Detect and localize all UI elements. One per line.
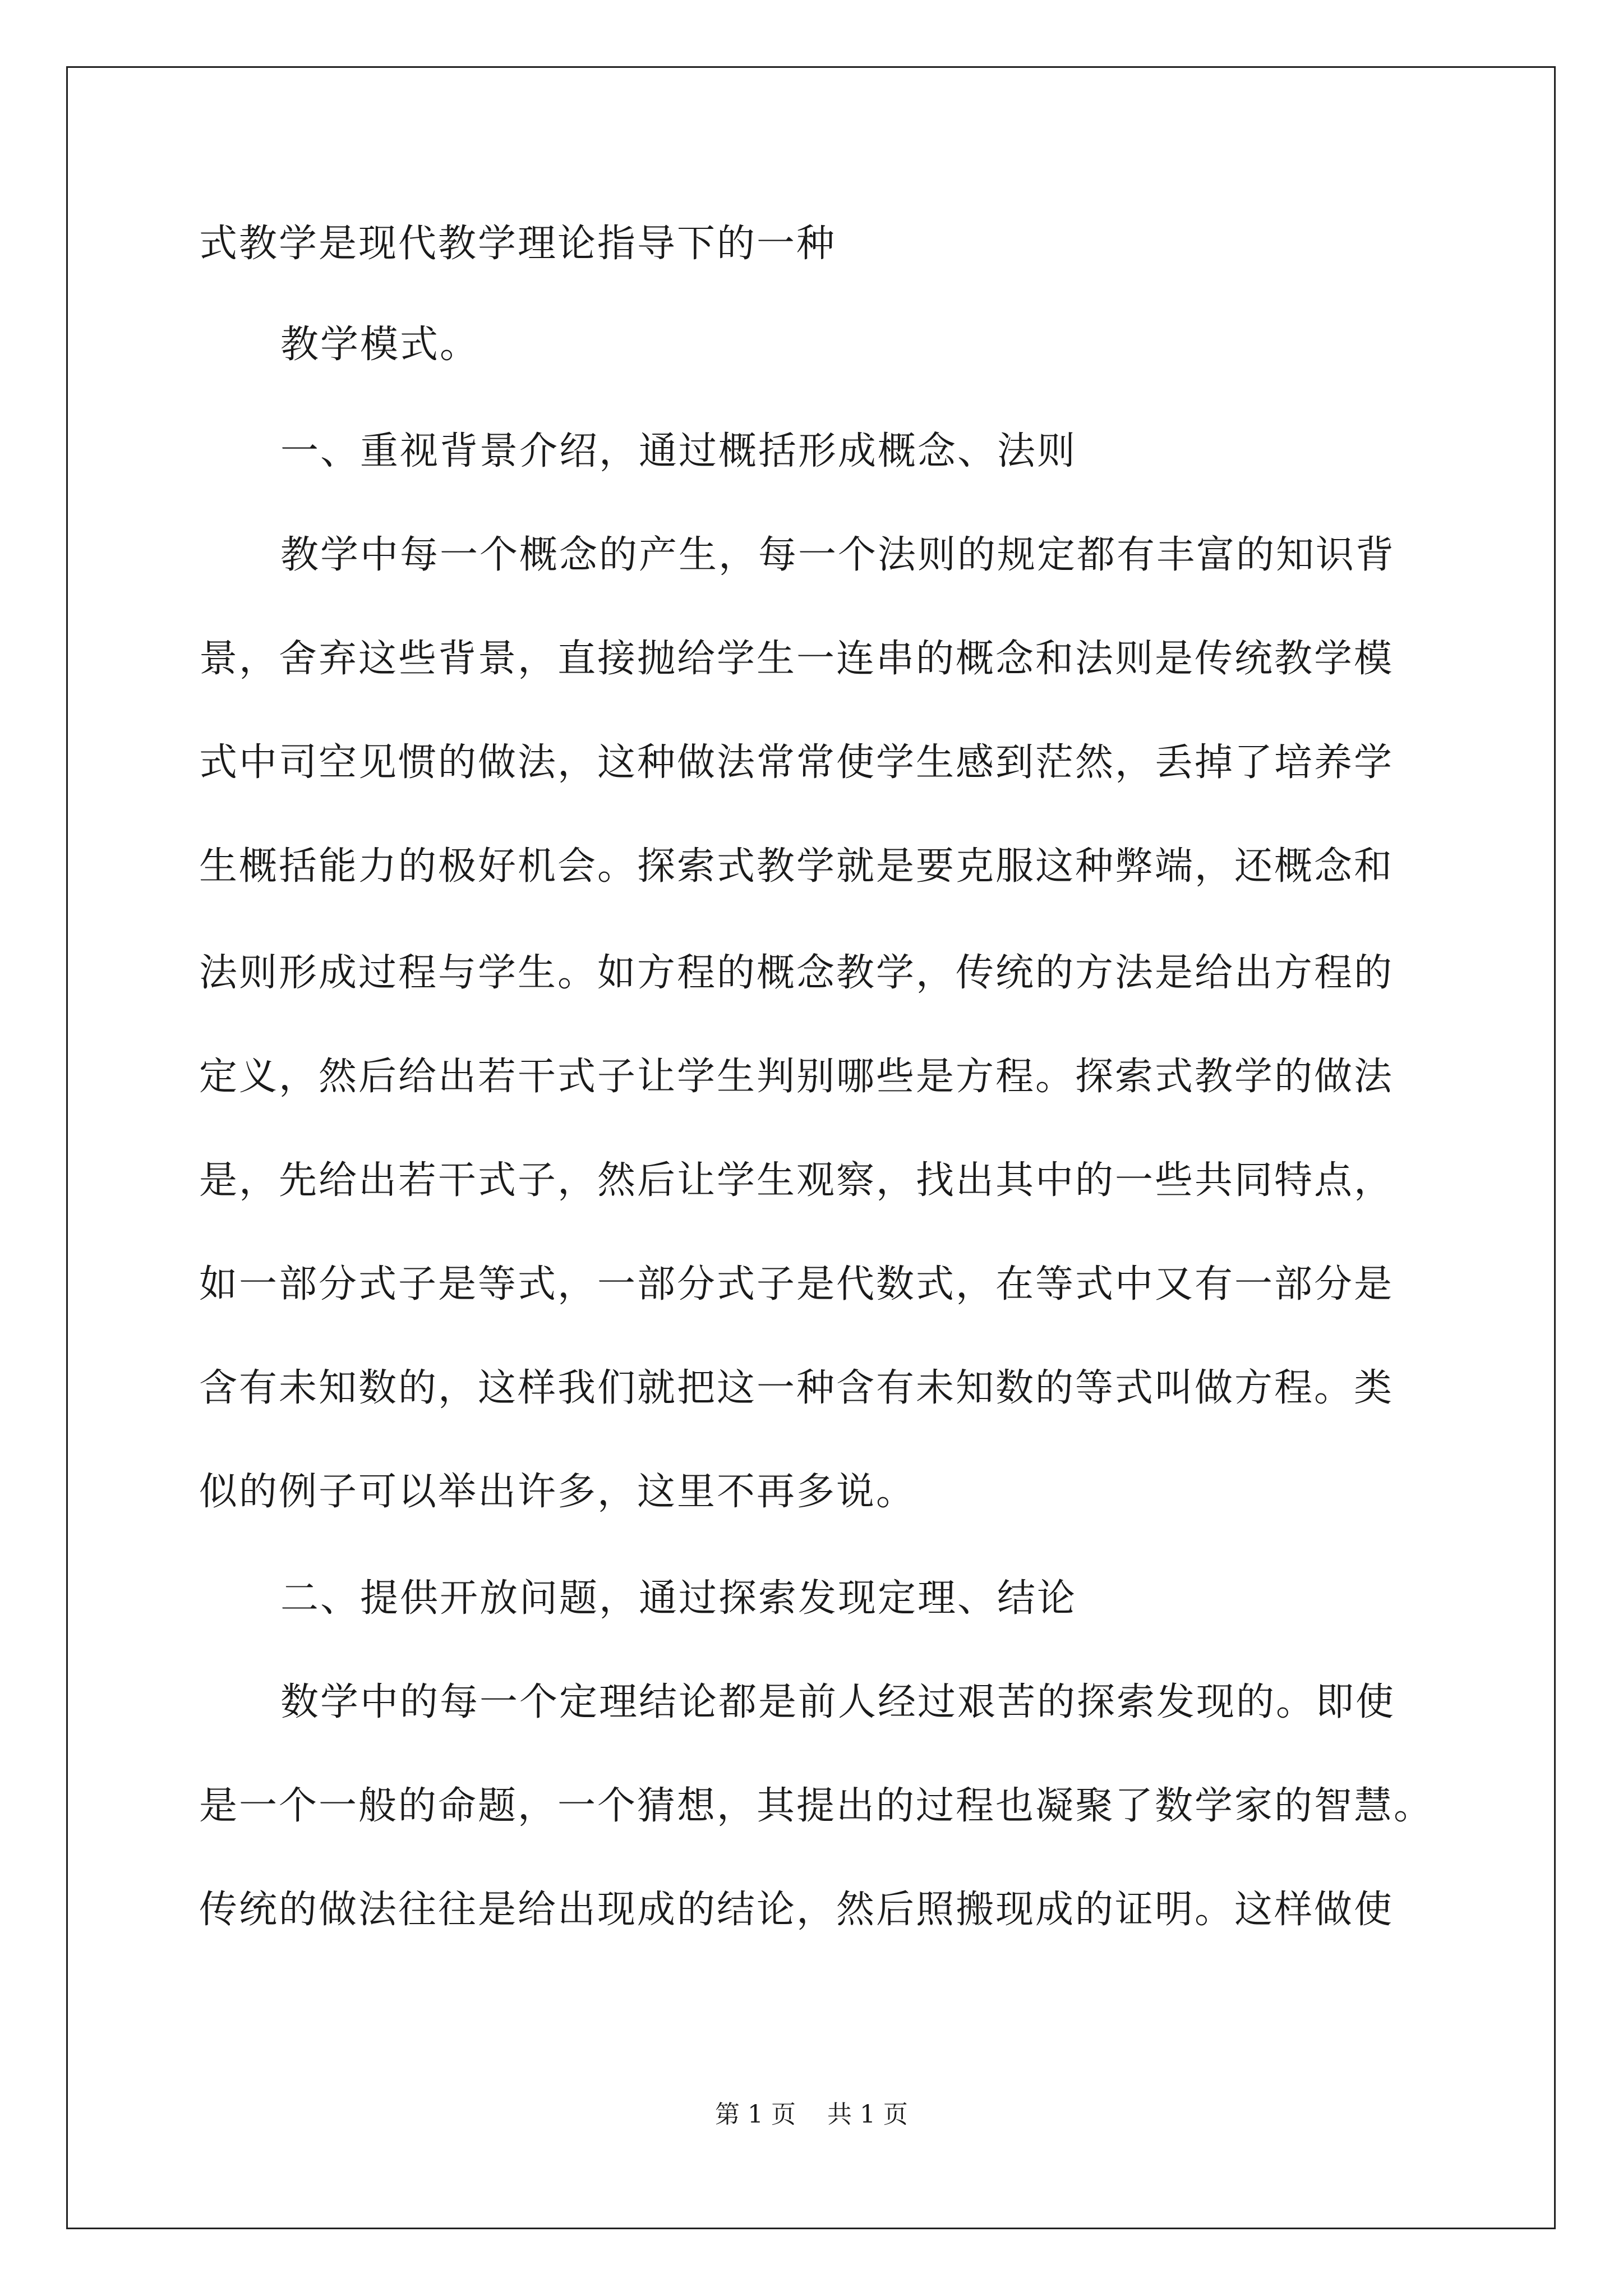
text-line-1: 式教学是现代教学理论指导下的一种 — [199, 222, 837, 266]
text-line-15: 传统的做法往往是给出现成的结论，然后照搬现成的证明。这样做使 — [199, 1888, 1394, 1932]
text-line-6: 生概括能力的极好机会。探索式教学就是要克服这种弊端，还概念和 — [199, 844, 1394, 889]
text-line-7: 法则形成过程与学生。如方程的概念教学，传统的方法是给出方程的 — [199, 951, 1394, 995]
text-line-5: 式中司空见惯的做法，这种做法常常使学生感到茫然，丢掉了培养学 — [199, 740, 1394, 785]
section-heading-1: 一、重视背景介绍，通过概括形成概念、法则 — [280, 429, 1077, 473]
text-line-3: 教学中每一个概念的产生，每一个法则的规定都有丰富的知识背 — [280, 533, 1396, 577]
text-line-13: 数学中的每一个定理结论都是前人经过艰苦的探索发现的。即使 — [280, 1680, 1396, 1724]
text-line-12: 似的例子可以举出许多，这里不再多说。 — [199, 1470, 916, 1514]
page-footer: 第 1 页 共 1 页 — [715, 2100, 908, 2129]
text-line-2: 教学模式。 — [280, 323, 480, 367]
text-line-4: 景，舍弃这些背景，直接抛给学生一连串的概念和法则是传统教学模 — [199, 637, 1394, 681]
text-line-9: 是，先给出若干式子，然后让学生观察，找出其中的一些共同特点， — [199, 1158, 1394, 1203]
text-line-11: 含有未知数的，这样我们就把这一种含有未知数的等式叫做方程。类 — [199, 1366, 1394, 1410]
text-line-10: 如一部分式子是等式，一部分式子是代数式，在等式中又有一部分是 — [199, 1262, 1394, 1306]
section-heading-2: 二、提供开放问题，通过探索发现定理、结论 — [280, 1576, 1077, 1621]
text-line-14: 是一个一般的命题，一个猜想，其提出的过程也凝聚了数学家的智慧。 — [199, 1784, 1434, 1828]
text-line-8: 定义，然后给出若干式子让学生判别哪些是方程。探索式教学的做法 — [199, 1055, 1394, 1099]
